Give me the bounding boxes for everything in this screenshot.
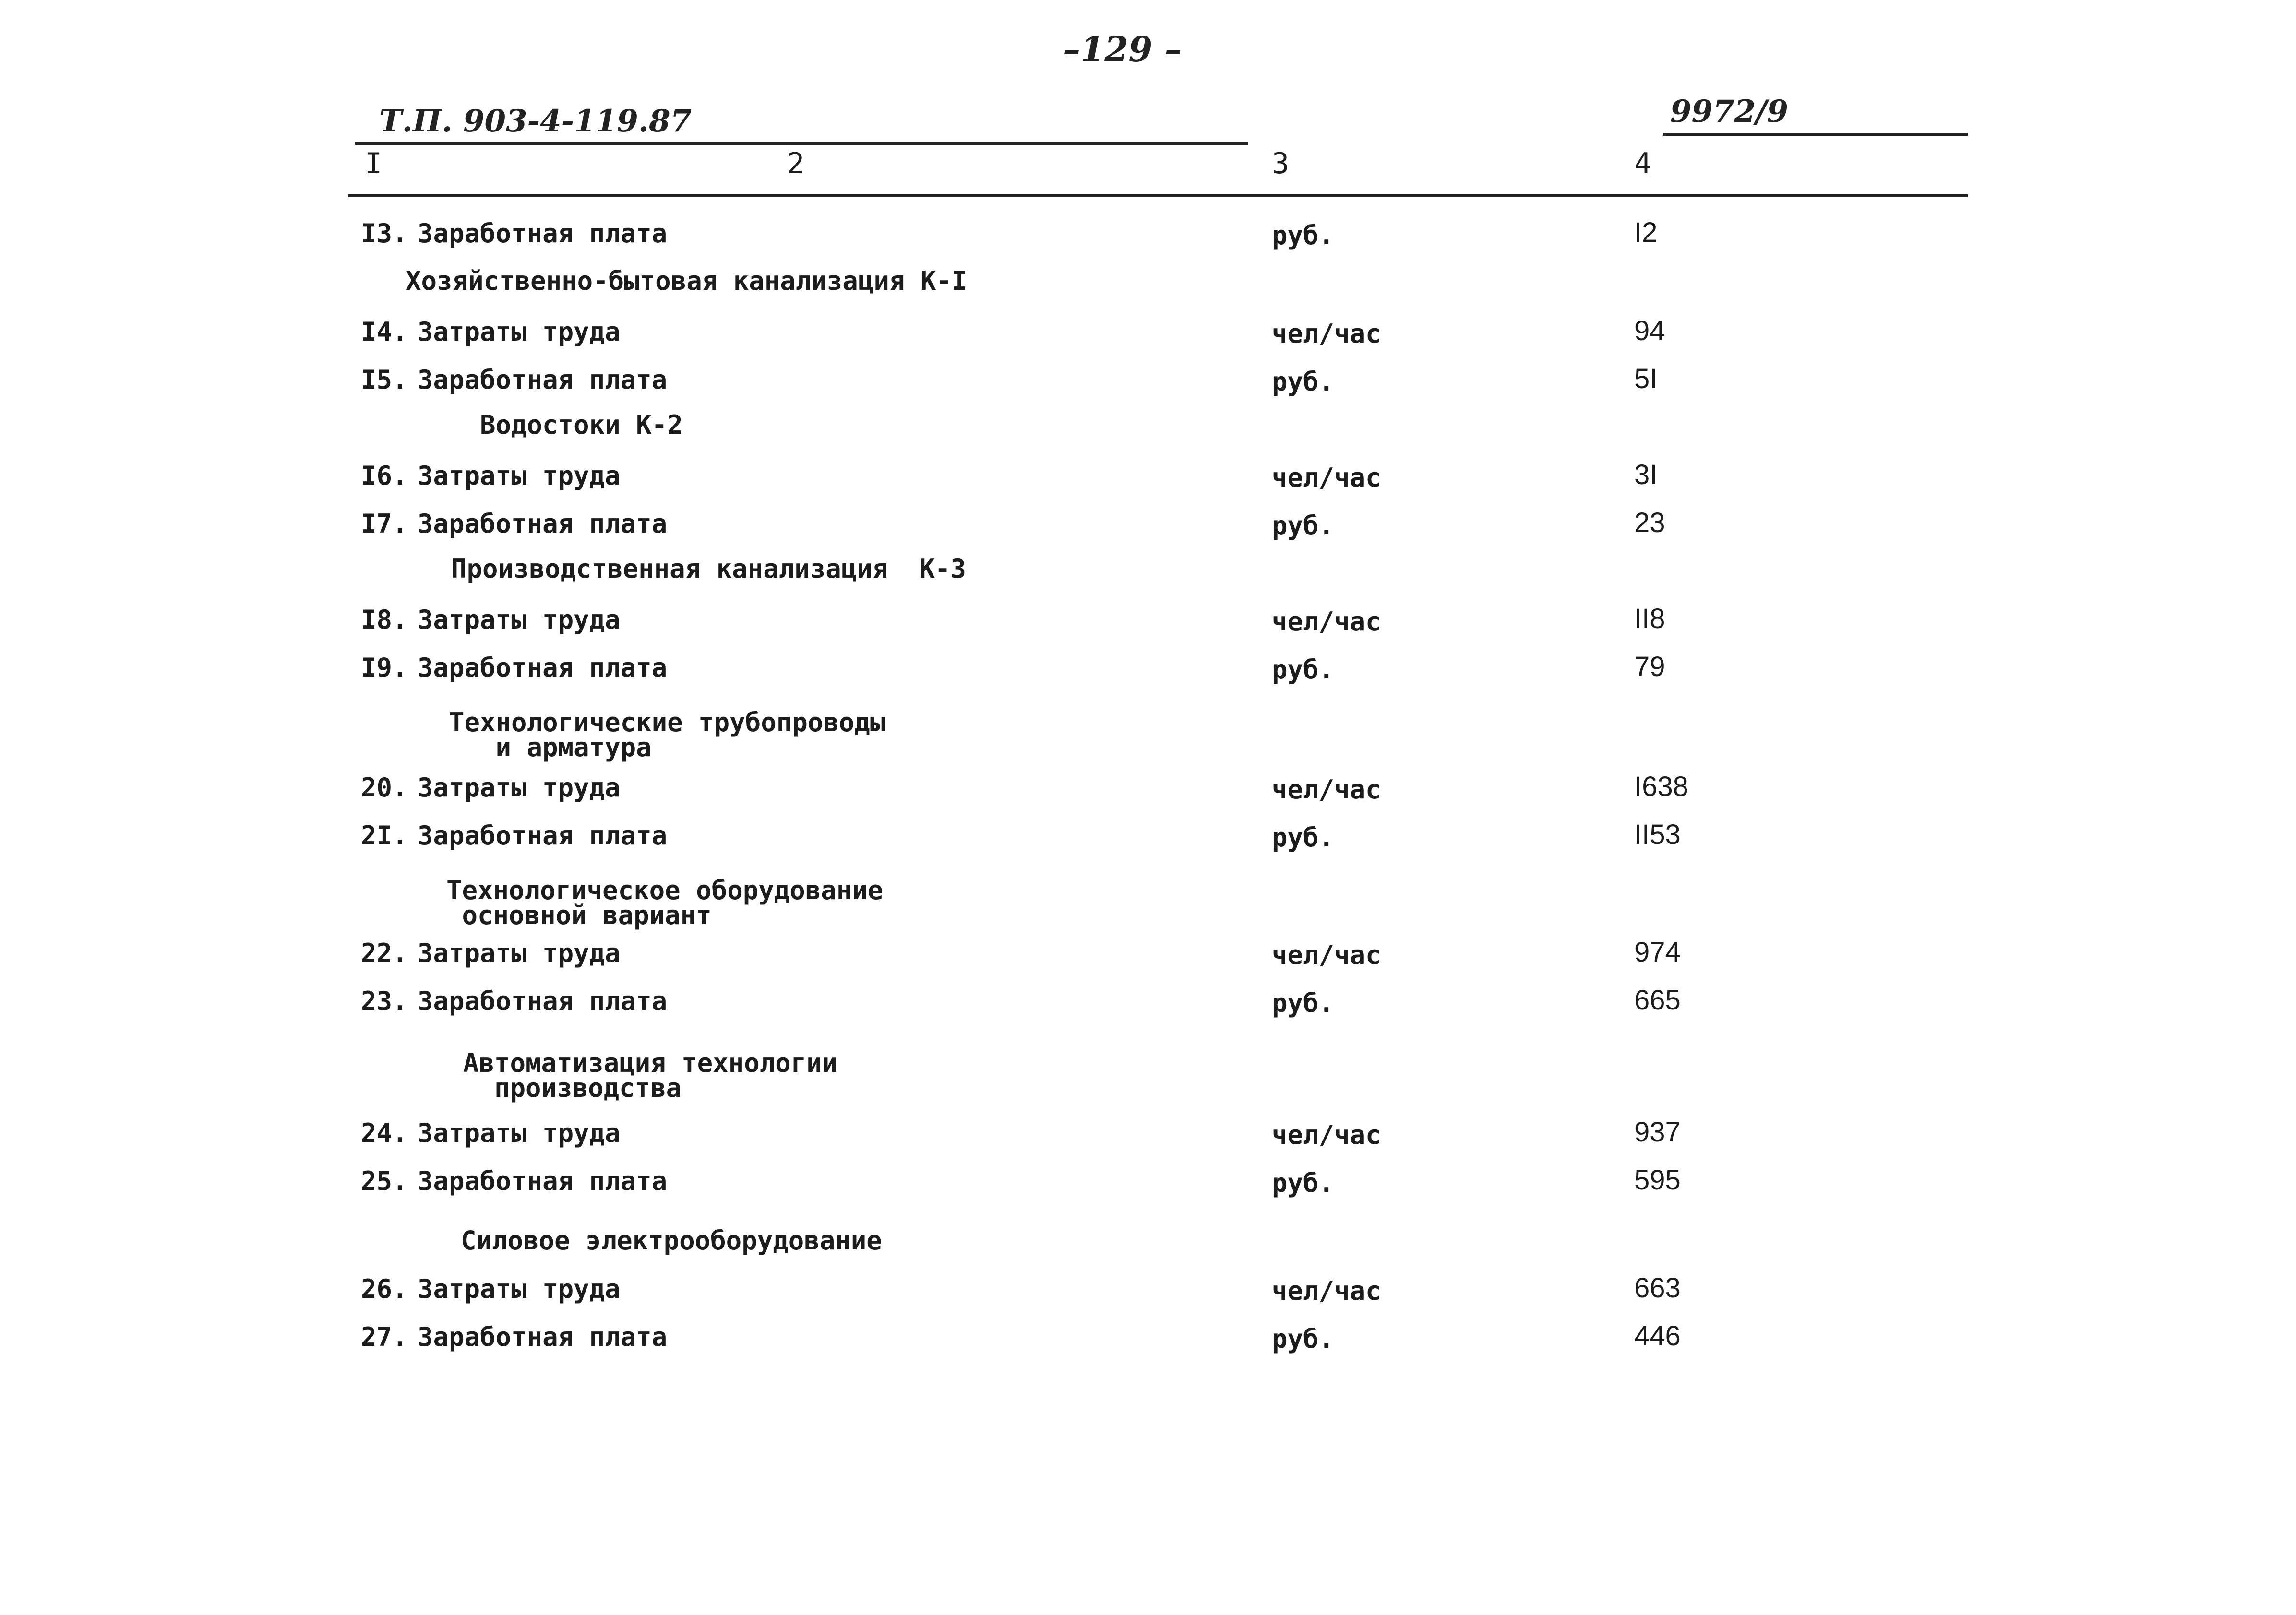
row-number: I9. [361,653,408,683]
row-label: Заработная плата [418,820,668,851]
row-unit: чел/час [1272,1276,1381,1306]
row-value: 937 [1634,1116,1681,1148]
section-heading-line: Технологические трубопроводы [449,707,886,737]
row-label: Затраты труда [418,938,621,968]
column-header-2: 2 [787,147,805,180]
row-unit: чел/час [1272,319,1381,349]
row-value: 94 [1634,315,1665,346]
row-label: Заработная плата [418,1322,668,1352]
page-number: –129 – [1063,29,1182,70]
row-number: 23. [361,986,408,1016]
section-heading-line: Хозяйственно-бытовая канализация К-I [406,266,968,296]
row-number: I6. [361,461,408,491]
row-number: I8. [361,605,408,635]
row-value: 595 [1634,1164,1681,1196]
sheet-code: 9972/9 [1670,94,1789,130]
row-unit: руб. [1272,988,1335,1018]
column-header-4: 4 [1634,147,1652,180]
row-label: Затраты труда [418,461,621,491]
section-heading-line: Водостоки К-2 [480,410,683,440]
row-value: II8 [1634,603,1665,634]
row-value: I2 [1634,217,1658,248]
section-heading [461,1225,882,1256]
row-unit: чел/час [1272,463,1381,493]
row-number: 25. [361,1166,408,1196]
row-unit: руб. [1272,1168,1335,1198]
row-unit: руб. [1272,654,1335,685]
row-label: Затраты труда [418,605,621,635]
section-heading [463,1048,838,1103]
row-value: II53 [1634,819,1681,850]
row-label: Затраты труда [418,317,621,347]
row-unit: руб. [1272,367,1335,397]
section-heading-line: Производственная канализация К-3 [451,554,966,584]
section-heading-line: производства [463,1073,682,1103]
section-heading [451,554,966,584]
row-value: 23 [1634,507,1665,538]
row-number: 26. [361,1274,408,1304]
row-label: Затраты труда [418,772,621,803]
section-heading-line: и арматура [449,732,652,762]
document-code: Т.П. 903-4-119.87 [379,103,692,139]
row-value: 974 [1634,937,1681,968]
section-heading [446,875,884,930]
row-label: Затраты труда [418,1118,621,1148]
row-label: Заработная плата [418,365,668,395]
section-heading-line: Силовое электрооборудование [461,1225,882,1256]
row-value: I638 [1634,771,1688,802]
row-value: 665 [1634,985,1681,1016]
section-heading [406,266,968,296]
row-unit: руб. [1272,1324,1335,1354]
row-number: 22. [361,938,408,968]
row-unit: чел/час [1272,606,1381,637]
table-header-rule [348,194,1968,197]
row-unit: чел/час [1272,774,1381,805]
section-heading [449,707,886,762]
row-number: 24. [361,1118,408,1148]
row-number: I5. [361,365,408,395]
header-rule-right [1663,133,1968,136]
row-number: I7. [361,509,408,539]
row-label: Затраты труда [418,1274,621,1304]
row-unit: руб. [1272,511,1335,541]
row-unit: руб. [1272,822,1335,853]
column-header-3: 3 [1272,147,1290,180]
row-label: Заработная плата [418,986,668,1016]
row-number: 20. [361,772,408,803]
row-value: 663 [1634,1272,1681,1304]
section-heading [480,410,683,440]
row-value: 446 [1634,1320,1681,1352]
row-value: 3I [1634,459,1658,490]
row-number: 2I. [361,820,408,851]
row-label: Заработная плата [418,218,668,249]
column-header-1: I [365,147,383,180]
row-value: 79 [1634,651,1665,682]
row-label: Заработная плата [418,1166,668,1196]
row-value: 5I [1634,363,1658,394]
section-heading-line: основной вариант [446,900,712,930]
row-number: I3. [361,218,408,249]
section-heading-line: Технологическое оборудование [446,875,884,905]
row-label: Заработная плата [418,653,668,683]
row-unit: руб. [1272,220,1335,250]
row-label: Заработная плата [418,509,668,539]
row-unit: чел/час [1272,940,1381,970]
row-unit: чел/час [1272,1120,1381,1150]
row-number: I4. [361,317,408,347]
header-rule-left [355,142,1248,145]
section-heading-line: Автоматизация технологии [463,1048,838,1078]
row-number: 27. [361,1322,408,1352]
